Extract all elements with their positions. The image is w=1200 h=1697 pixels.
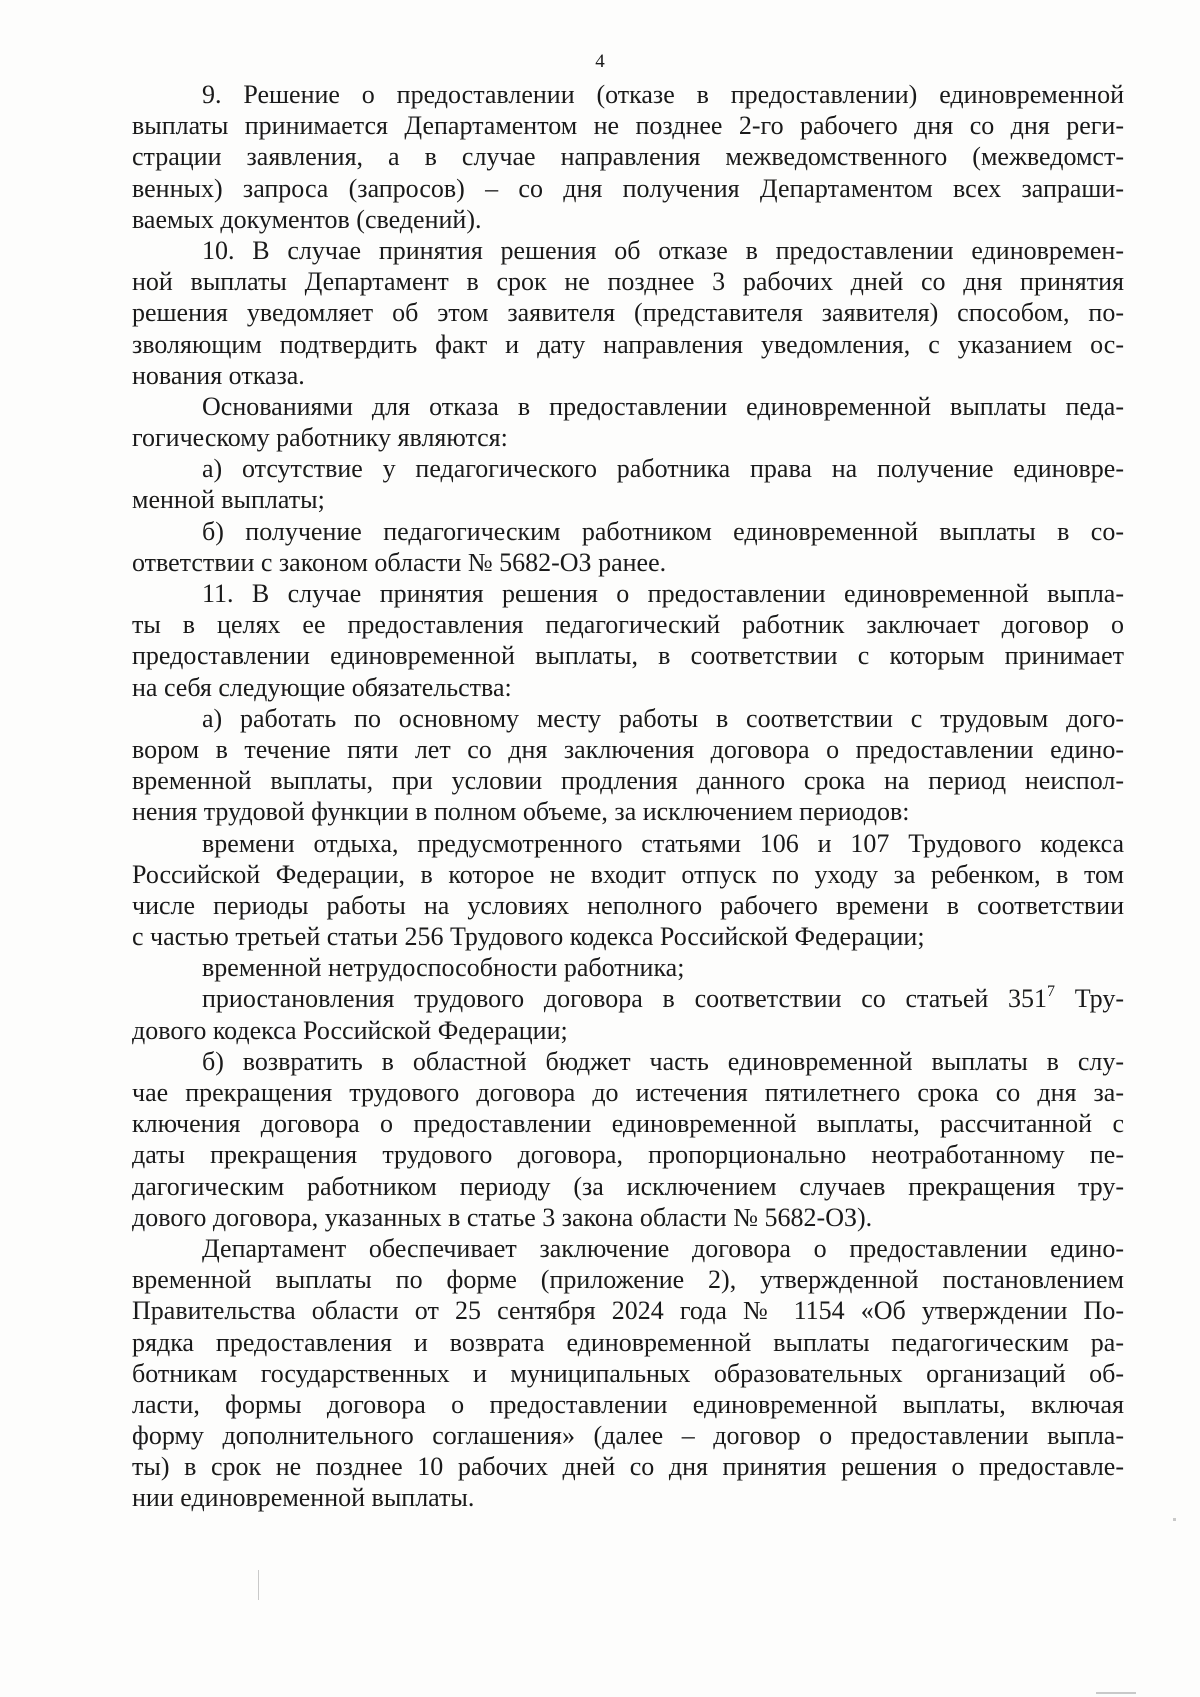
line-text: дового договора, указанных в статье 3 закона области № 5682-ОЗ).	[132, 1202, 873, 1232]
text-line	[132, 173, 1124, 204]
text-line	[132, 952, 1124, 983]
scan-artifact	[258, 1570, 259, 1600]
line-text: ты в целях ее предоставления педагогический работник заключает договор о	[132, 610, 1124, 640]
text-line	[132, 484, 1124, 515]
line-text: Основаниями для отказа в предоставлении единовременной выплаты педа-	[202, 391, 1124, 421]
text-line	[132, 1264, 1124, 1295]
text-line	[132, 609, 1124, 640]
text-line	[132, 921, 1124, 952]
superscript-article-number: 7	[1047, 983, 1056, 1001]
line-text: даты прекращения трудового договора, пропорционально неотработанному пе-	[132, 1140, 1124, 1170]
line-text: приостановления трудового договора в соответствии со статьей 351	[202, 984, 1048, 1014]
line-text: 11. В случае принятия решения о предоставлении единовременной выпла-	[202, 579, 1124, 608]
paragraph-p9	[132, 79, 1124, 235]
text-line	[132, 1295, 1124, 1326]
text-line	[132, 734, 1124, 765]
line-text: нии единовременной выплаты.	[132, 1483, 475, 1513]
line-text: 10. В случае принятия решения об отказе в предоставлении единовремен-	[202, 235, 1124, 265]
text-line	[132, 360, 1124, 391]
line-text: нования отказа.	[132, 360, 305, 390]
text-line	[132, 453, 1124, 484]
paragraph-p10-b	[132, 516, 1124, 578]
text-line	[132, 235, 1124, 266]
text-line	[132, 1233, 1124, 1264]
paragraph-p10-a	[132, 453, 1124, 515]
scan-artifact	[1096, 1692, 1136, 1694]
text-line	[132, 141, 1124, 172]
line-text: предоставлении единовременной выплаты, в соответствии с которым принимает	[132, 641, 1124, 671]
line-text: форму дополнительного соглашения» (далее – договор о предоставлении выпла-	[132, 1421, 1124, 1451]
line-text: Правительства области от 25 сентября 2024 года № 1154 «Об утверждении По-	[132, 1296, 1124, 1326]
line-text-after-superscript: Тру-	[1055, 984, 1124, 1014]
line-text: чае прекращения трудового договора до истечения пятилетнего срока со дня за-	[132, 1078, 1124, 1107]
line-text: ботникам государственных и муниципальных образовательных организаций об-	[132, 1358, 1124, 1388]
text-line	[132, 329, 1124, 360]
text-line	[132, 1171, 1124, 1202]
line-text: нения трудовой функции в полном объеме, за исключением периодов:	[132, 797, 910, 827]
line-text: вором в течение пяти лет со дня заключения договора о предоставлении едино-	[132, 734, 1124, 764]
line-text: временной выплаты по форме (приложение 2), утвержденной постановлением	[132, 1265, 1124, 1295]
line-text: ласти, формы договора о предоставлении единовременной выплаты, включая	[132, 1389, 1124, 1419]
line-text: ответствии с законом области № 5682-ОЗ ранее.	[132, 547, 667, 577]
text-line	[132, 983, 1124, 1014]
text-line	[132, 1327, 1124, 1358]
text-line	[132, 1482, 1124, 1513]
paragraph-p10-grounds	[132, 391, 1124, 453]
line-text: дагогическим работником периоду (за исключением случаев прекращения тру-	[132, 1171, 1124, 1201]
text-line	[132, 204, 1124, 235]
paragraph-p11-a-suspend	[132, 983, 1124, 1045]
text-line	[132, 578, 1124, 609]
line-text: выплаты принимается Департаментом не позднее 2-го рабочего дня со дня реги-	[132, 111, 1124, 141]
line-text: временной нетрудоспособности работника;	[202, 953, 685, 983]
paragraph-p11-a	[132, 703, 1124, 828]
line-text: ты) в срок не позднее 10 рабочих дней со дня принятия решения о предоставле-	[132, 1452, 1124, 1482]
text-line	[132, 110, 1124, 141]
text-line	[132, 859, 1124, 890]
text-line	[132, 391, 1124, 422]
paragraph-p11	[132, 578, 1124, 703]
document-body	[132, 79, 1124, 1514]
text-line	[132, 1046, 1124, 1077]
line-text: б) возвратить в областной бюджет часть единовременной выплаты в слу-	[202, 1046, 1124, 1076]
text-line	[132, 1077, 1124, 1108]
text-line	[132, 672, 1124, 703]
line-text: менной выплаты;	[132, 485, 325, 515]
text-line	[132, 796, 1124, 827]
line-text: ваемых документов (сведений).	[132, 204, 482, 234]
line-text: времени отдыха, предусмотренного статьями 106 и 107 Трудового кодекса	[202, 828, 1124, 858]
text-line	[132, 1139, 1124, 1170]
line-text: а) отсутствие у педагогического работника права на получение единовре-	[202, 454, 1124, 484]
text-line	[132, 297, 1124, 328]
text-line	[132, 1358, 1124, 1389]
text-line	[132, 703, 1124, 734]
text-line	[132, 1451, 1124, 1482]
text-line	[132, 516, 1124, 547]
line-text: венных) запроса (запросов) – со дня получения Департаментом всех запраши-	[132, 173, 1124, 203]
line-text: а) работать по основному месту работы в соответствии с трудовым дого-	[202, 703, 1124, 733]
text-line	[132, 79, 1124, 110]
text-line	[132, 422, 1124, 453]
line-text: б) получение педагогическим работником единовременной выплаты в со-	[202, 516, 1124, 546]
text-line	[132, 266, 1124, 297]
line-text: Департамент обеспечивает заключение договора о предоставлении едино-	[202, 1233, 1124, 1263]
text-line	[132, 1202, 1124, 1233]
line-text: числе периоды работы на условиях неполного рабочего времени в соответствии	[132, 890, 1124, 920]
paragraph-p11-a-sick	[132, 952, 1124, 983]
scan-artifact	[1173, 1518, 1176, 1521]
text-line	[132, 1389, 1124, 1420]
text-line	[132, 828, 1124, 859]
line-text: Российской Федерации, в которое не входит отпуск по уходу за ребенком, в том	[132, 859, 1124, 889]
text-line	[132, 640, 1124, 671]
line-text: страции заявления, а в случае направления межведомственного (межведомст-	[132, 142, 1124, 172]
line-text: ной выплаты Департамент в срок не позднее 3 рабочих дней со дня принятия	[132, 267, 1124, 297]
line-text: 9. Решение о предоставлении (отказе в предоставлении) единовременной	[202, 80, 1124, 109]
paragraph-p10	[132, 235, 1124, 391]
line-text: решения уведомляет об этом заявителя (представителя заявителя) способом, по-	[132, 298, 1124, 328]
page-number: 4	[595, 51, 605, 72]
paragraph-p11-a-rest	[132, 828, 1124, 953]
text-line	[132, 547, 1124, 578]
text-line	[132, 765, 1124, 796]
line-text: рядка предоставления и возврата единовременной выплаты педагогическим ра-	[132, 1327, 1124, 1357]
paragraph-p11-dept	[132, 1233, 1124, 1514]
line-text: гогическому работнику являются:	[132, 423, 508, 453]
line-text: временной выплаты, при условии продления данного срока на период неиспол-	[132, 766, 1124, 796]
line-text: дового кодекса Российской Федерации;	[132, 1015, 568, 1045]
paragraph-p11-b	[132, 1046, 1124, 1233]
line-text: с частью третьей статьи 256 Трудового кодекса Российской Федерации;	[132, 922, 925, 952]
line-text: на себя следующие обязательства:	[132, 672, 512, 702]
text-line	[132, 890, 1124, 921]
text-line	[132, 1420, 1124, 1451]
line-text: зволяющим подтвердить факт и дату направления уведомления, с указанием ос-	[132, 329, 1124, 359]
text-line	[132, 1015, 1124, 1046]
text-line	[132, 1108, 1124, 1139]
line-text: ключения договора о предоставлении единовременной выплаты, рассчитанной с	[132, 1109, 1124, 1139]
